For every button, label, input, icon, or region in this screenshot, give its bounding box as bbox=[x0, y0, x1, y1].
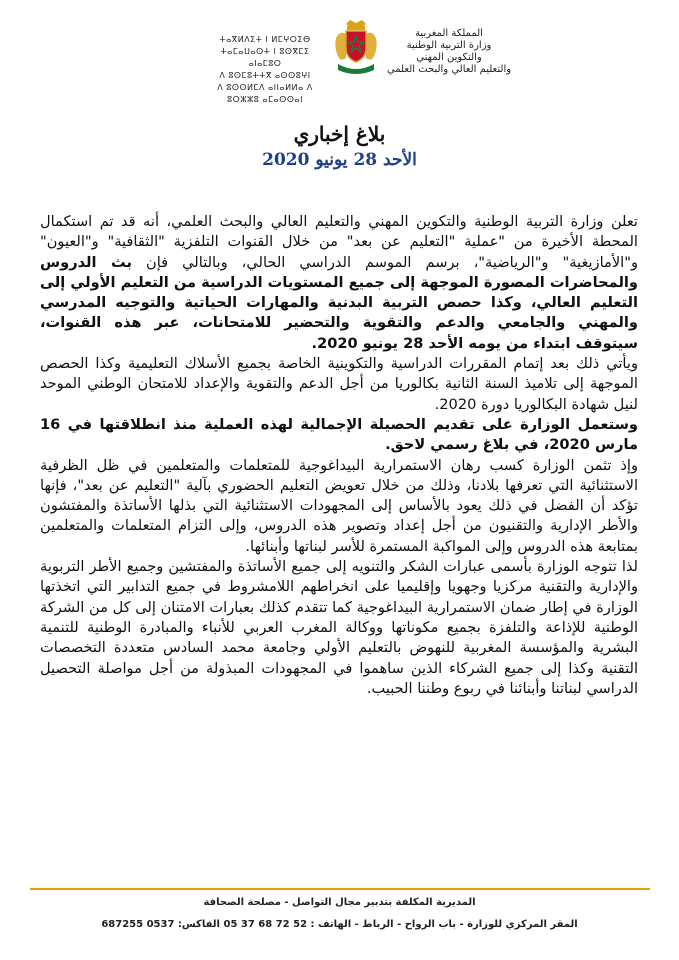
document-title: بلاغ إخباري bbox=[293, 122, 386, 146]
footer-department: المديرية المكلفة بتدبير مجال التواصل - مصلحة الصحافة bbox=[203, 897, 476, 908]
footer-divider bbox=[30, 888, 650, 890]
paragraph-2: ويأتي ذلك بعد إتمام المقررات الدراسية والتكوينية الخاصة بجميع الأسلاك التعليمية وكذا الحصص الموجهة إلى تلاميذ السنة الثانية بكالوريا من أجل الدعم والتقوية والإعداد للامتحان الوطني الموحد لنيل شهادة البكالوريا دورة 2020. bbox=[40, 355, 638, 413]
footer-contact: المقر المركزي للوزارة - باب الرواح - الرباط - الهاتف : 52 72 68 37 05 الفاكس: 0537 687255 bbox=[101, 919, 578, 930]
document-date: الأحد 28 يونيو 2020 bbox=[262, 150, 417, 170]
letterhead-amazigh bbox=[205, 34, 325, 106]
letterhead-tif-line: ⴷ ⵓⵙⵙⵍⵎⴷ ⴰⵏⵏⴰⵍⵍⴰ ⴷ ⵓⵔⵣⵣⵓ ⴰⵎⴰⵙⵙⴰⵏ bbox=[217, 83, 313, 104]
letterhead-ar-line: وزارة التربية الوطنية bbox=[406, 40, 492, 51]
paragraph-1: تعلن وزارة التربية الوطنية والتكوين المهني والتعليم العالي والبحث العلمي، أنه قد تم استكمال المحطة الأخيرة من "عملية "التعليم عن بعد" من خلال القنوات التلفزية "الثقافية" و"العيون" و"الأمازيغية" و"الرياضية"، برسم الموسم الدراسي الحالي، وبالتالي فإن بث الدروس والمحاضرات المصورة الموجهة إلى جميع المستويات الدراسية من التعليم الأولي إلى التعليم العالي، وكذا حصص التربية البدنية والمهارات الحياتية والتوجيه المدرسي والمهني والجامعي والدعم والتقوية والتحضير للامتحانات، عبر هذه القنوات، سيتوقف ابتداء من يومه الأحد 28 يونيو 2020. bbox=[40, 213, 638, 352]
paragraph-4: وإذ تثمن الوزارة كسب رهان الاستمرارية البيداغوجية للمتعلمات والمتعلمين في ظل الظرفية الاستثنائية التي تعرفها بلادنا، وذلك من خلال تعويض التعليم الحضوري بآلية "التعليم عن بعد"، فإنها تؤكد أن الفضل في ذلك يعود بالأساس إلى المجهودات الاستثنائية التي بذلها الأساتذة والمفتشون والأطر الإدارية والتقنيون من أجل إعداد وتصوير هذه الدروس، وإلى التزام المتعلمات والمتعلمين بمتابعة هذه الدروس وإلى المواكبة المستمرة للأسر لبناتها وأبنائها. bbox=[40, 456, 638, 555]
letterhead-tif-line: ⵜⴰⵎⴰⵡⴰⵙⵜ ⵏ ⵓⵙⴳⵎⵉ ⴰⵏⴰⵎⵓⵔ bbox=[220, 47, 310, 68]
document-body bbox=[40, 212, 638, 699]
letterhead-ar-line: والتكوين المهني bbox=[416, 52, 482, 63]
letterhead-ar-line: والتعليم العالي والبحث العلمي bbox=[386, 64, 512, 75]
paragraph-3: وستعمل الوزارة على تقديم الحصيلة الإجمالية لهذه العملية منذ انطلاقتها في 16 مارس 2020، في بلاغ رسمي لاحق. bbox=[40, 415, 638, 454]
coat-of-arms-icon bbox=[332, 18, 380, 82]
letterhead-tif-line: ⵜⴰⴳⵍⴷⵉⵜ ⵏ ⵍⵎⵖⵔⵉⴱ bbox=[219, 35, 311, 44]
paragraph-5: لذا تتوجه الوزارة بأسمى عبارات الشكر والتنويه إلى جميع الأساتذة والمفتشين وجميع الأطر التربوية والإدارية والتقنية مركزيا وجهويا وإقليميا على انخراطهم اللامشروط في جميع التدابير التي اتخذتها الوزارة في إطار ضمان الاستمرارية البيداغوجية كما تتقدم كذلك بعبارات الامتنان إلى كل من الشركة الوطنية للإذاعة والتلفزة بجميع مكوناتها ووكالة المغرب العربي للأنباء والمبادرة الوطنية للتنمية البشرية والمؤسسة المغربية للنهوض بالتعليم الأولي وجامعة محمد السادس متعددة التخصصات التقنية وكذا إلى جميع الشركاء الذين ساهموا في المجهودات المبذولة من أجل مواصلة التحصيل الدراسي لبناتنا وأبنائنا في ربوع وطننا الحبيب. bbox=[40, 558, 638, 697]
letterhead-tif-line: ⴷ ⵓⵙⵎⵓⵜⵜⴳ ⴰⵙⵙⵓⵖⵏ bbox=[219, 71, 311, 80]
letterhead-ar-line: المملكة المغربية bbox=[415, 28, 483, 39]
